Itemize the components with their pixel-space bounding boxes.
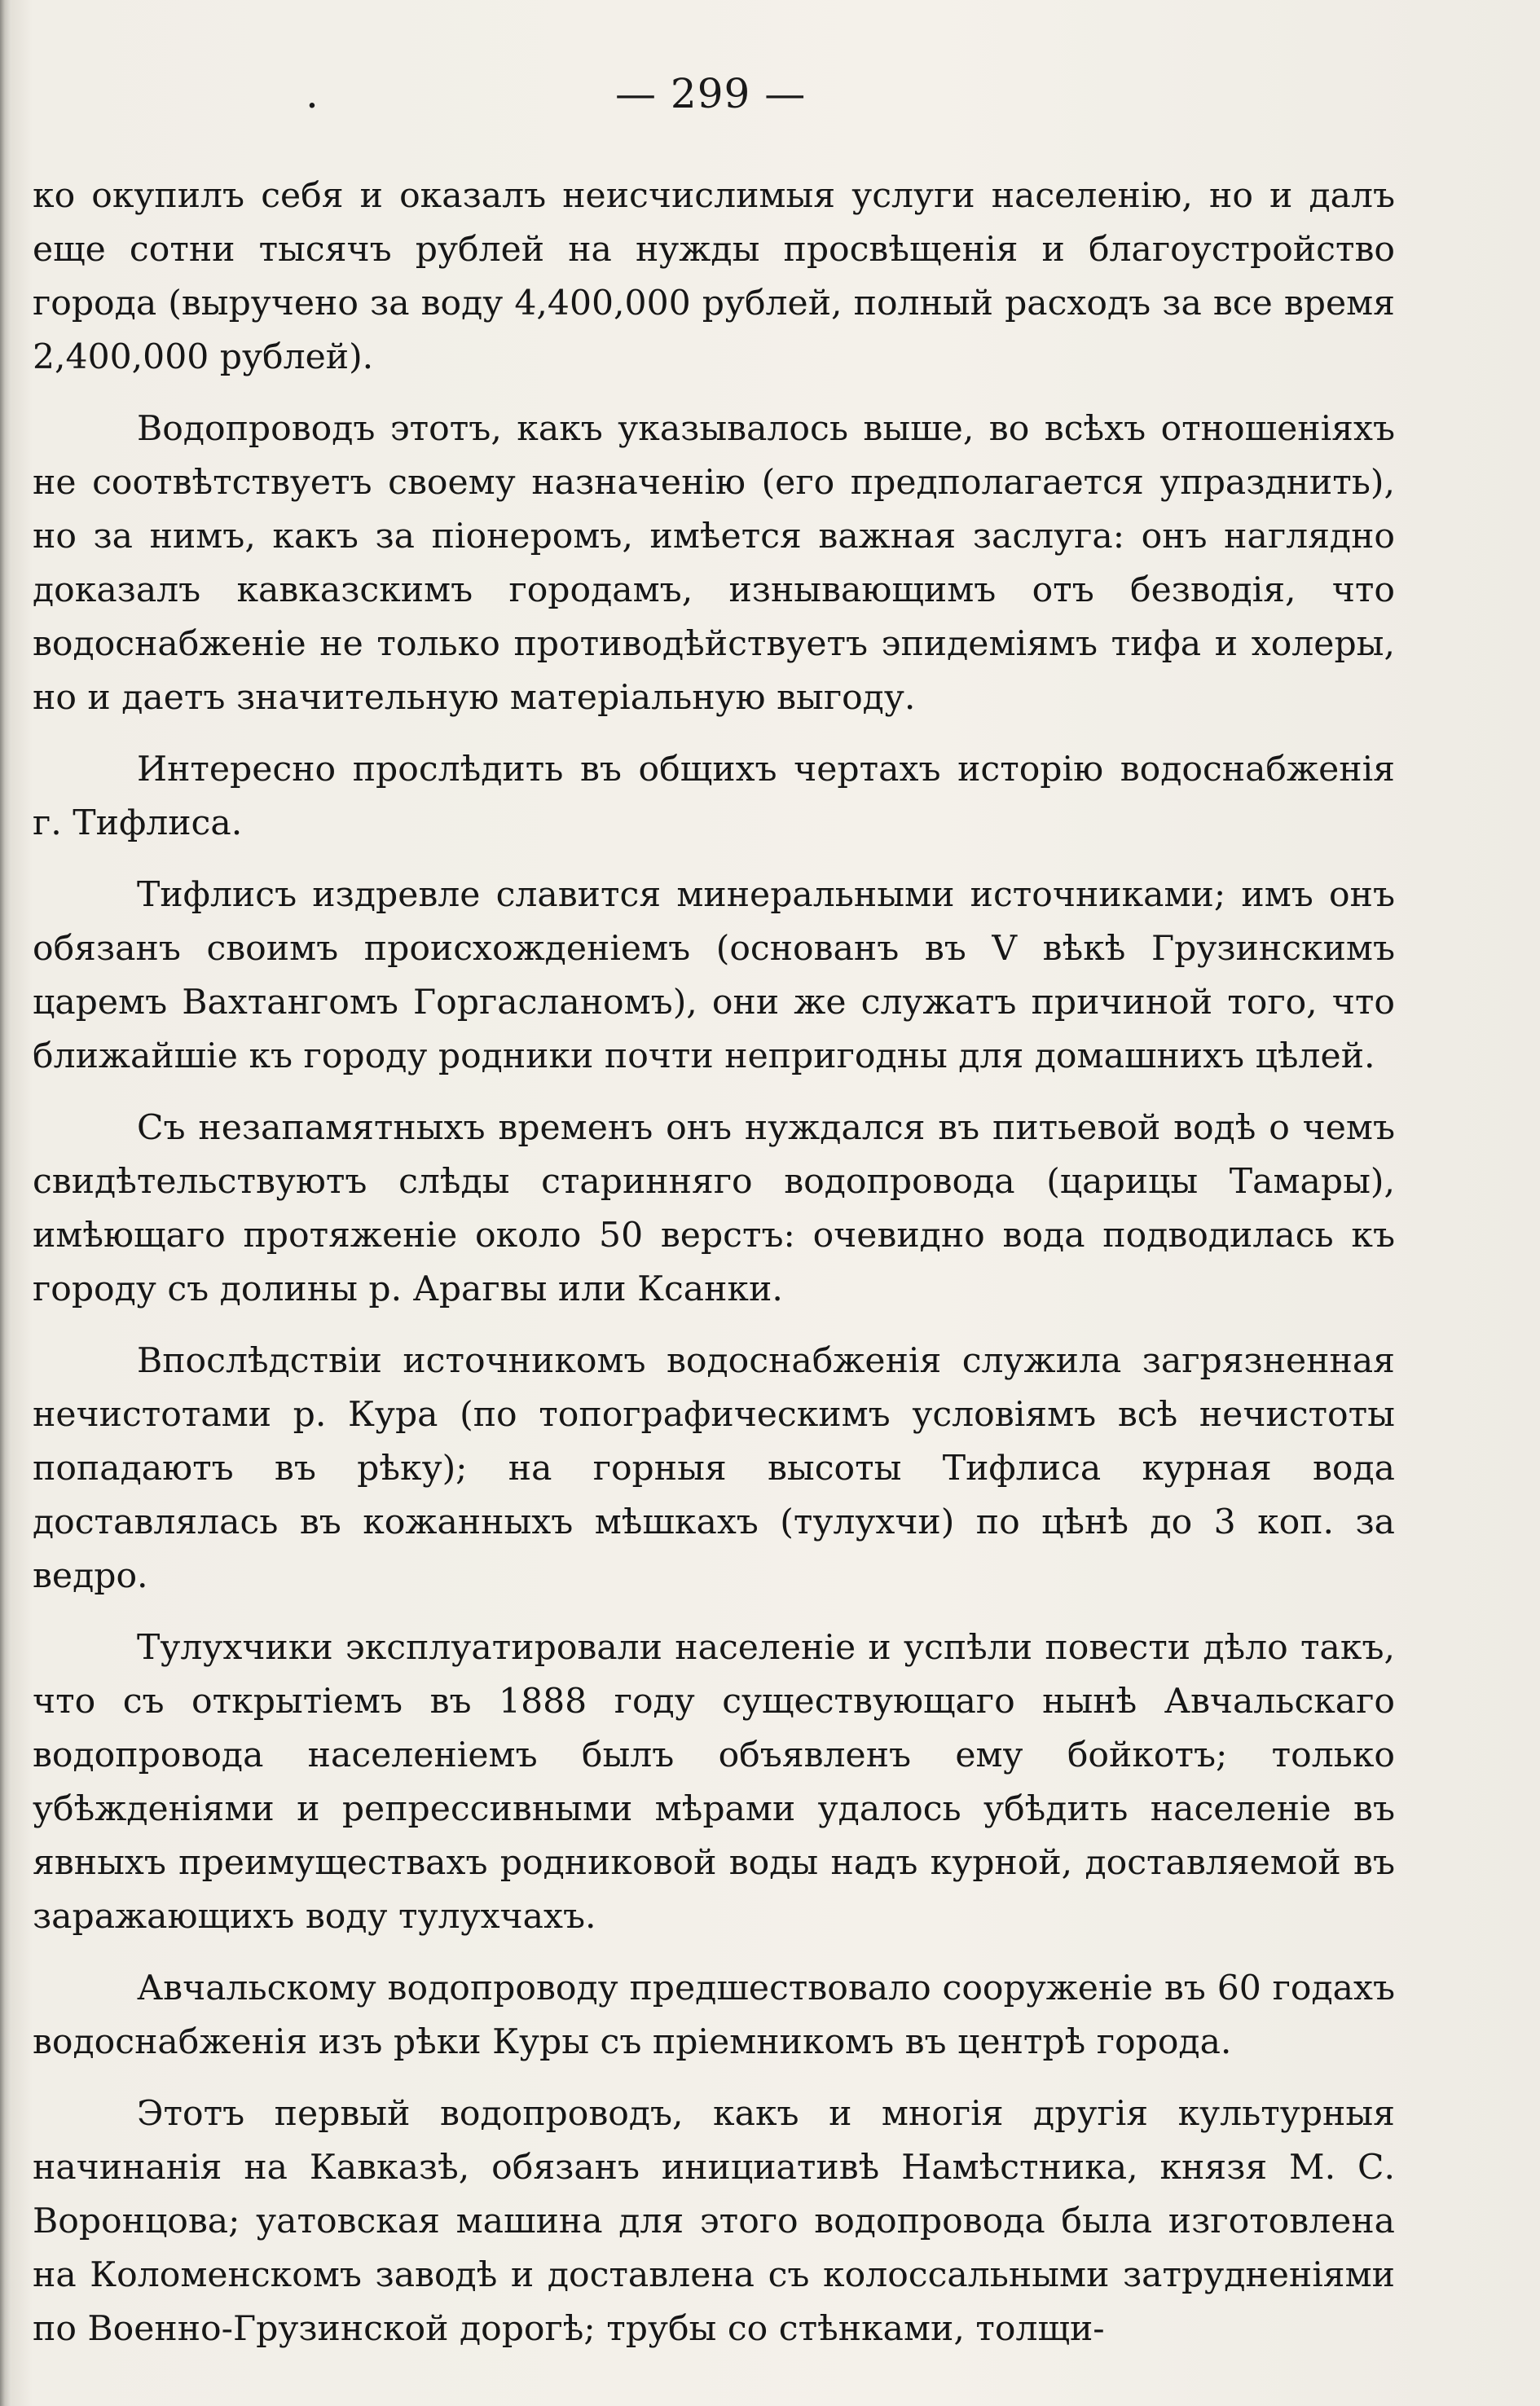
paragraph-continuation: ко окупилъ себя и оказалъ неисчислимыя услуги населенію, но и далъ еще сотни тысячъ рублей на нужды просвѣщенія и благоустройство города (выручено за воду 4,400,000 рублей, полный расходъ за все время 2,400,000 рублей). bbox=[33, 176, 1395, 377]
paragraph-kura-river: Впослѣдствіи источникомъ водоснабженія служила загрязненная нечистотами р. Кура (по топографическимъ условіямъ всѣ нечистоты попадаютъ въ рѣку); на горныя высоты Тифлиса курная вода доставлялась въ кожанныхъ мѣшкахъ (тулухчи) по цѣнѣ до 3 коп. за ведро. bbox=[33, 1341, 1395, 1596]
paragraph-mineral-springs: Тифлисъ издревле славится минеральными источниками; имъ онъ обязанъ своимъ происхожденіемъ (основанъ въ V вѣкѣ Грузинскимъ царемъ Вахтангомъ Горгасланомъ), они же служатъ причиной того, что ближайшіе къ городу родники почти непригодны для домашнихъ цѣлей. bbox=[33, 875, 1395, 1076]
paragraph-ancient-aqueduct: Съ незапамятныхъ временъ онъ нуждался въ питьевой водѣ о чемъ свидѣтельствуютъ слѣды старинняго водопровода (царицы Тамары), имѣющаго протяженіе около 50 верстъ: очевидно вода подводилась къ городу съ долины р. Арагвы или Ксанки. bbox=[33, 1108, 1395, 1309]
body-text bbox=[33, 169, 1395, 2374]
paragraph-vorontsov: Этотъ первый водопроводъ, какъ и многія другія культурныя начинанія на Кавказѣ, обязанъ инициативѣ Намѣстника, князя М. С. Воронцова; уатовская машина для этого водопровода была изготовлена на Коломенскомъ заводѣ и доставлена съ колоссальными затрудненіями по Военно-Грузинской дорогѣ; трубы со стѣнками, толщи- bbox=[33, 2094, 1395, 2349]
page-header bbox=[0, 70, 1540, 143]
paragraph-water-supply-merit: Водопроводъ этотъ, какъ указывалось выше, во всѣхъ отношеніяхъ не соотвѣтствуетъ своему назначенію (его предполагается упразднить), но за нимъ, какъ за піонеромъ, имѣется важная заслуга: онъ наглядно доказалъ кавказскимъ городамъ, изнывающимъ отъ безводія, что водоснабженіе не только противодѣйствуетъ эпидеміямъ тифа и холеры, но и даетъ значительную матеріальную выгоду. bbox=[33, 409, 1395, 718]
book-spine-shadow bbox=[0, 0, 11, 2406]
paragraph-tulukhchi-boycott: Тулухчики эксплуатировали населеніе и успѣли повести дѣло такъ, что съ открытіемъ въ 1888 году существующаго нынѣ Авчальскаго водопровода населеніемъ былъ объявленъ ему бойкотъ; только убѣжденіями и репрессивными мѣрами удалось убѣдить населеніе въ явныхъ преимуществахъ родниковой воды надъ курной, доставляемой въ заражающихъ воду тулухчахъ. bbox=[33, 1628, 1395, 1937]
paragraph-history-intro: Интересно прослѣдить въ общихъ чертахъ исторію водоснабженія г. Тифлиса. bbox=[33, 750, 1395, 843]
page-number: — 299 — bbox=[615, 70, 807, 117]
paragraph-first-waterworks: Авчальскому водопроводу предшествовало сооруженіе въ 60 годахъ водоснабженія изъ рѣки Куры съ пріемникомъ въ центрѣ города. bbox=[33, 1968, 1395, 2062]
header-dot: . bbox=[306, 70, 319, 117]
